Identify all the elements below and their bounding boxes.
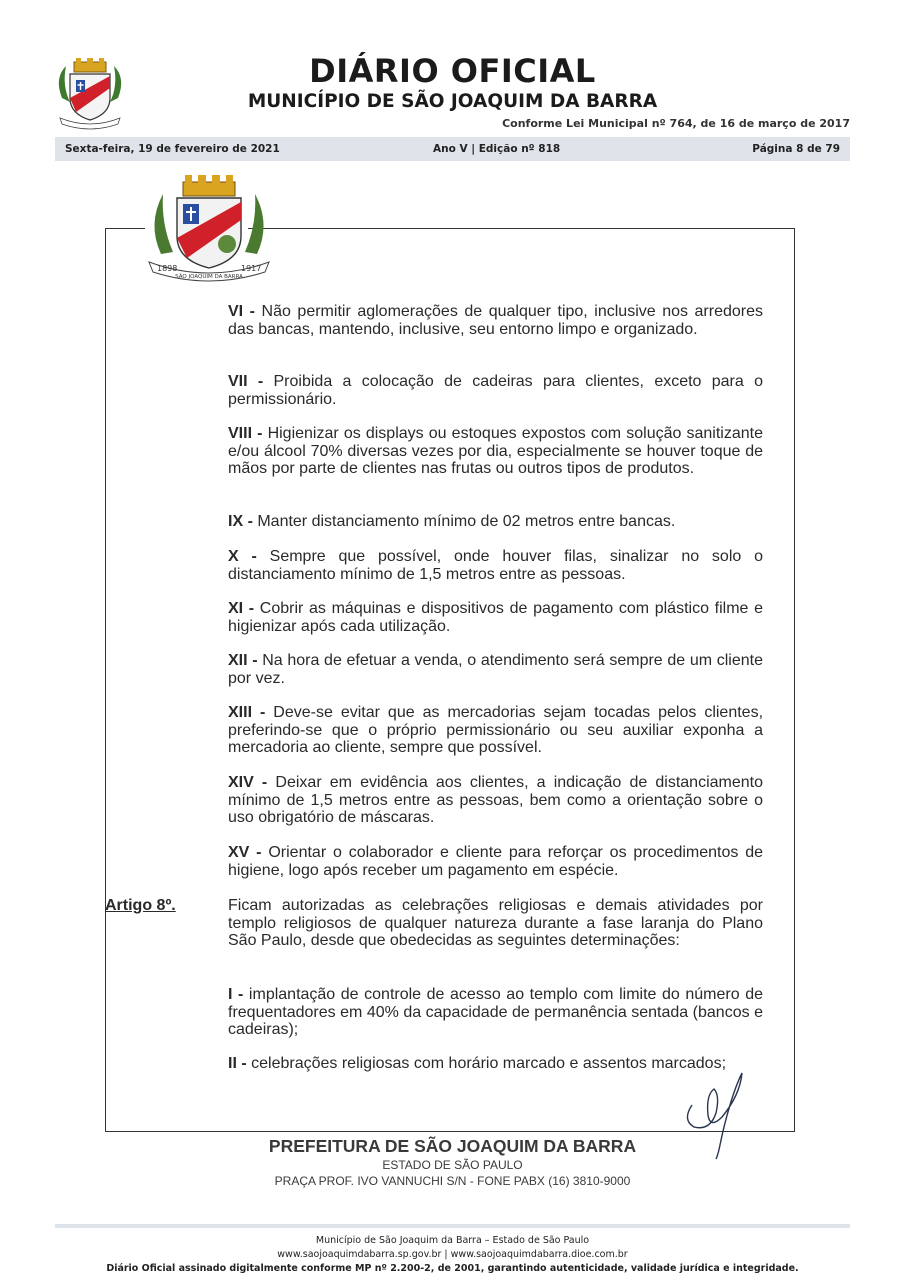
item-number: VIII - (228, 425, 263, 442)
edition-info-bar (55, 137, 850, 161)
state-name: ESTADO DE SÃO PAULO (382, 1158, 523, 1172)
item-text: Manter distanciamento mínimo de 02 metros entre bancas. (252, 513, 676, 530)
crest-ribbon-text: SÃO JOAQUIM DA BARRA (175, 274, 243, 280)
item-text: Deve-se evitar que as mercadorias sejam tocadas pelos clientes, preferindo-se que o próprio permissionário ou seu auxiliar exponha a mercadoria ao cliente, sempre que possível. (228, 704, 764, 756)
item-number: II - (228, 1055, 247, 1072)
item-number: XIII - (228, 704, 266, 721)
law-reference: Conforme Lei Municipal nº 764, de 16 de março de 2017 (502, 117, 850, 130)
footer-websites: www.saojoaquimdabarra.sp.gov.br | www.saojoaquimdabarra.dioe.com.br (277, 1249, 628, 1260)
page-title: DIÁRIO OFICIAL (309, 52, 596, 90)
list-item (228, 774, 763, 827)
item-number: XV - (228, 844, 262, 861)
list-item (228, 600, 763, 635)
city-coat-of-arms (143, 174, 275, 284)
list-item (228, 303, 763, 338)
list-item (228, 513, 763, 531)
publication-date: Sexta-feira, 19 de fevereiro de 2021 (65, 143, 280, 155)
item-number: VII - (228, 373, 264, 390)
item-text: Cobrir as máquinas e dispositivos de pagamento com plástico filme e higienizar após cada utilização. (228, 600, 763, 635)
item-text: Sempre que possível, onde houver filas, sinalizar no solo o distanciamento mínimo de 1,5 metros entre as pessoas. (228, 548, 763, 583)
item-number: I - (228, 986, 244, 1003)
item-number: XIV - (228, 774, 268, 791)
list-item (228, 373, 763, 408)
item-text: celebrações religiosas com horário marcado e assentos marcados; (246, 1055, 727, 1072)
article-label: Artigo 8º. (105, 897, 176, 914)
frame-top-border (248, 228, 794, 229)
list-item (228, 986, 763, 1039)
prefecture-address: PRAÇA PROF. IVO VANNUCHI S/N - FONE PABX (16) 3810-9000 (274, 1174, 631, 1188)
list-item (228, 548, 763, 583)
footer-signature-notice: Diário Oficial assinado digitalmente conforme MP nº 2.200-2, de 2001, garantindo autenticidade, validade jurídica e integridade. (106, 1263, 799, 1274)
article-text: Ficam autorizadas as celebrações religiosas e demais atividades por templo religiosos de qualquer natureza durante a fase laranja do Plano São Paulo, desde que obedecidas as seguintes determinações: (228, 897, 763, 949)
footer-divider (55, 1224, 850, 1228)
crest-year-left: 1898 (157, 264, 178, 273)
page-number: Página 8 de 79 (752, 143, 840, 155)
edition-number: Ano V | Edição nº 818 (433, 143, 561, 155)
item-number: X - (228, 548, 257, 565)
item-number: IX - (228, 513, 253, 530)
item-text: Orientar o colaborador e cliente para reforçar os procedimentos de higiene, logo após receber um pagamento em espécie. (228, 844, 763, 879)
item-text: Não permitir aglomerações de qualquer tipo, inclusive nos arredores das bancas, mantendo, inclusive, seu entorno limpo e organizado. (228, 303, 764, 338)
item-number: XI - (228, 600, 255, 617)
frame-top-border-left (105, 228, 145, 229)
item-text: Higienizar os displays ou estoques expostos com solução sanitizante e/ou álcool 70% diversas vezes por dia, especialmente se houver toque de mãos por parte de clientes nas frutas ou outros tipos de produtos. (228, 425, 763, 477)
municipality-subtitle: MUNICÍPIO DE SÃO JOAQUIM DA BARRA (247, 91, 658, 112)
item-text: Deixar em evidência aos clientes, a indicação de distanciamento mínimo de 1,5 metros entre as pessoas, bem como a orientação sobre o uso obrigatório de máscaras. (228, 774, 763, 826)
footer-municipality: Município de São Joaquim da Barra – Estado de São Paulo (315, 1235, 590, 1246)
list-item (228, 425, 763, 478)
item-number: XII - (228, 652, 258, 669)
item-number: VI - (228, 303, 255, 320)
list-item (228, 704, 763, 757)
item-text: Proibida a colocação de cadeiras para clientes, exceto para o permissionário. (228, 373, 763, 408)
crest-year-right: 1917 (241, 264, 262, 273)
list-item (228, 844, 763, 879)
item-text: implantação de controle de acesso ao templo com limite do número de frequentadores em 40% da capacidade de permanência sentada (bancos e cadeiras); (228, 986, 764, 1038)
list-item (228, 652, 763, 687)
prefecture-name: PREFEITURA DE SÃO JOAQUIM DA BARRA (268, 1136, 637, 1156)
item-text: Na hora de efetuar a venda, o atendimento será sempre de um cliente por vez. (228, 652, 763, 687)
